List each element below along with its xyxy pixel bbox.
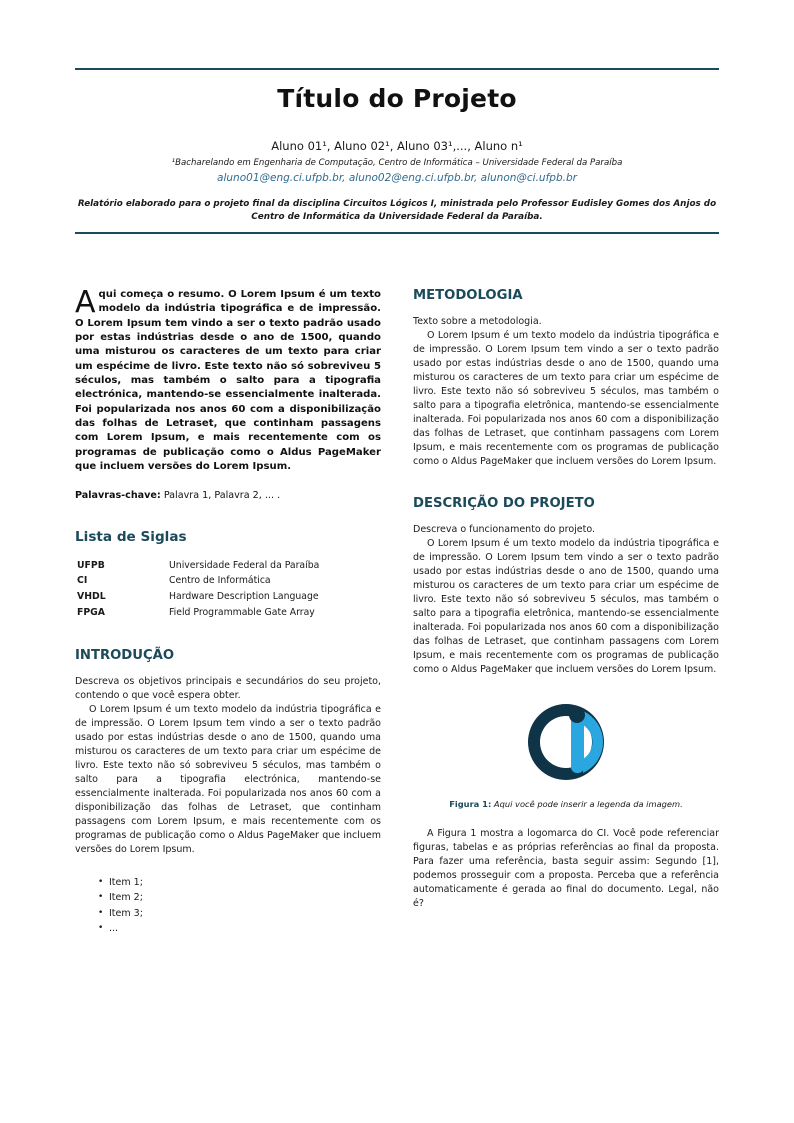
table-row — [75, 589, 381, 605]
section-heading-descricao: DESCRIÇÃO DO PROJETO — [413, 496, 595, 512]
abbr-cell: VHDL — [77, 591, 106, 603]
section-heading-introducao: INTRODUÇÃO — [75, 648, 175, 664]
meaning-cell: Centro de Informática — [169, 575, 271, 587]
list-item: • Item 3; — [109, 906, 381, 921]
table-row — [75, 573, 381, 589]
figure-caption — [413, 799, 719, 809]
abbreviations-table — [75, 557, 381, 620]
left-column — [75, 285, 381, 936]
table-row — [75, 557, 381, 573]
authors-line: Aluno 01¹, Aluno 02¹, Aluno 03¹,..., Aluno n¹ — [271, 139, 523, 153]
header-rule-bottom — [75, 232, 719, 234]
abstract-text: qui começa o resumo. O Lorem Ipsum é um texto modelo da indústria tipográfica e de impressão. O Lorem Ipsum tem vindo a ser o texto padrão usado por estas indústrias desde o ano de 1500, quando uma misturou os caracteres de um texto para criar um espécime de livro. Este texto não só sobreviveu 5 séculos, mas também o salto para a tipografia electrónica, mantendo-se essencialmente inalterada. Foi popularizada nos anos 60 com a disponibilização das folhas de Letraset, que continham passagens com Lorem Ipsum, e mais recentemente com os programas de publicação como o Aldus PageMaker que incluem versões do Lorem Ipsum. — [75, 289, 381, 472]
report-note: Relatório elaborado para o projeto final da disciplina Circuitos Lógicos I, ministrada pelo Professor Eudisley Gomes dos Anjos do Centro de Informática da Universidade Federal da Paraíba. — [77, 199, 717, 222]
ci-logo-icon — [523, 699, 609, 785]
metodologia-paragraph-1: Texto sobre a metodologia. — [413, 316, 542, 327]
abbr-cell: CI — [77, 575, 88, 587]
meaning-cell: Field Programmable Gate Array — [169, 607, 315, 618]
descricao-paragraph-2: O Lorem Ipsum é um texto modelo da indústria tipográfica e de impressão. O Lorem Ipsum tem vindo a ser o texto padrão usado por estas indústrias desde o ano de 1500, quando uma misturou os caracteres de um texto para criar um espécime de livro. Este texto não só sobreviveu 5 séculos, mas também o salto para a tipografia eletrônica, mantendo-se essencialmente inalterada. Foi popularizada nos anos 60 com a disponibilização das folhas de Letraset, que continham passagens com Lorem Ipsum, e mais recentemente com os programas de publicação como o Aldus PageMaker que incluem versões do Lorem Ipsum. — [413, 538, 719, 676]
right-column — [413, 288, 719, 911]
keywords-line — [75, 490, 381, 501]
header-rule-top — [75, 68, 719, 70]
descricao-paragraph-1: Descreva o funcionamento do projeto. — [413, 524, 596, 536]
section-heading-metodologia: METODOLOGIA — [413, 288, 523, 303]
keywords-label: Palavras-chave: — [75, 490, 161, 502]
abbr-cell: UFPB — [77, 559, 105, 571]
section-heading-siglas: Lista de Siglas — [75, 529, 187, 546]
affiliation-line: ¹Bacharelando em Engenharia de Computação, Centro de Informática – Universidade Federal da Paraíba — [171, 158, 623, 168]
table-row — [75, 605, 381, 621]
after-figure-paragraph: A Figura 1 mostra a logomarca do CI. Você pode referenciar figuras, tabelas e as próprias referências ao final da proposta. Para fazer uma referência, basta seguir assim: Segundo [1], podemos prosseguir com a proposta. Perceba que a referência automaticamente é gerada ao final do documento. Legal, não é? — [413, 827, 719, 909]
intro-paragraph-2: O Lorem Ipsum é um texto modelo da indústria tipográfica e de impressão. O Lorem Ipsum tem vindo a ser o texto padrão usado por estas indústrias desde o ano de 1500, quando uma misturou os caracteres de um texto para criar um espécime de livro. Este texto não só sobreviveu 5 séculos, mas também o salto para a tipografia electrónica, mantendo-se essencialmente inalterada. Foi popularizada nos anos 60 com a disponibilização das folhas de Letraset, que continham passagens com Lorem Ipsum, e mais recentemente com os programas de publicação como o Aldus PageMaker que incluem versões do Lorem Ipsum. — [75, 704, 381, 855]
figure-block — [413, 699, 719, 809]
bullet-list — [75, 875, 381, 937]
figure-caption-text: Aqui você pode inserir a legenda da imagem. — [491, 798, 683, 809]
list-item: • ... — [109, 921, 381, 936]
keywords-value: Palavra 1, Palavra 2, ... . — [163, 490, 281, 502]
metodologia-paragraph-2: O Lorem Ipsum é um texto modelo da indústria tipográfica e de impressão. O Lorem Ipsum tem vindo a ser o texto padrão usado por estas indústrias desde o ano de 1500, quando uma misturou os caracteres de um texto para criar um espécime de livro. Este texto não só sobreviveu 5 séculos, mas também o salto para a tipografia eletrônica, mantendo-se essencialmente inalterada. Foi popularizada nos anos 60 com a disponibilização das folhas de Letraset, que continham passagens com Lorem Ipsum, e mais recentemente com os programas de publicação como o Aldus PageMaker que incluem versões do Lorem Ipsum. — [413, 329, 719, 467]
abstract-block — [75, 285, 381, 474]
list-item: • Item 2; — [109, 890, 381, 905]
list-item: • Item 1; — [109, 875, 381, 890]
abstract-dropcap: A — [75, 285, 96, 320]
abbr-cell: FPGA — [77, 607, 105, 618]
emails-line[interactable]: aluno01@eng.ci.ufpb.br, aluno02@eng.ci.ufpb.br, alunon@ci.ufpb.br — [217, 172, 577, 184]
figure-caption-label: Figura 1: — [449, 798, 492, 809]
intro-paragraph-1: Descreva os objetivos principais e secundários do seu projeto, contendo o que você espera obter. — [75, 676, 381, 702]
meaning-cell: Universidade Federal da Paraíba — [169, 559, 320, 571]
meaning-cell: Hardware Description Language — [169, 591, 319, 603]
paper-header — [75, 68, 719, 234]
page-title: Título do Projeto — [277, 84, 517, 113]
